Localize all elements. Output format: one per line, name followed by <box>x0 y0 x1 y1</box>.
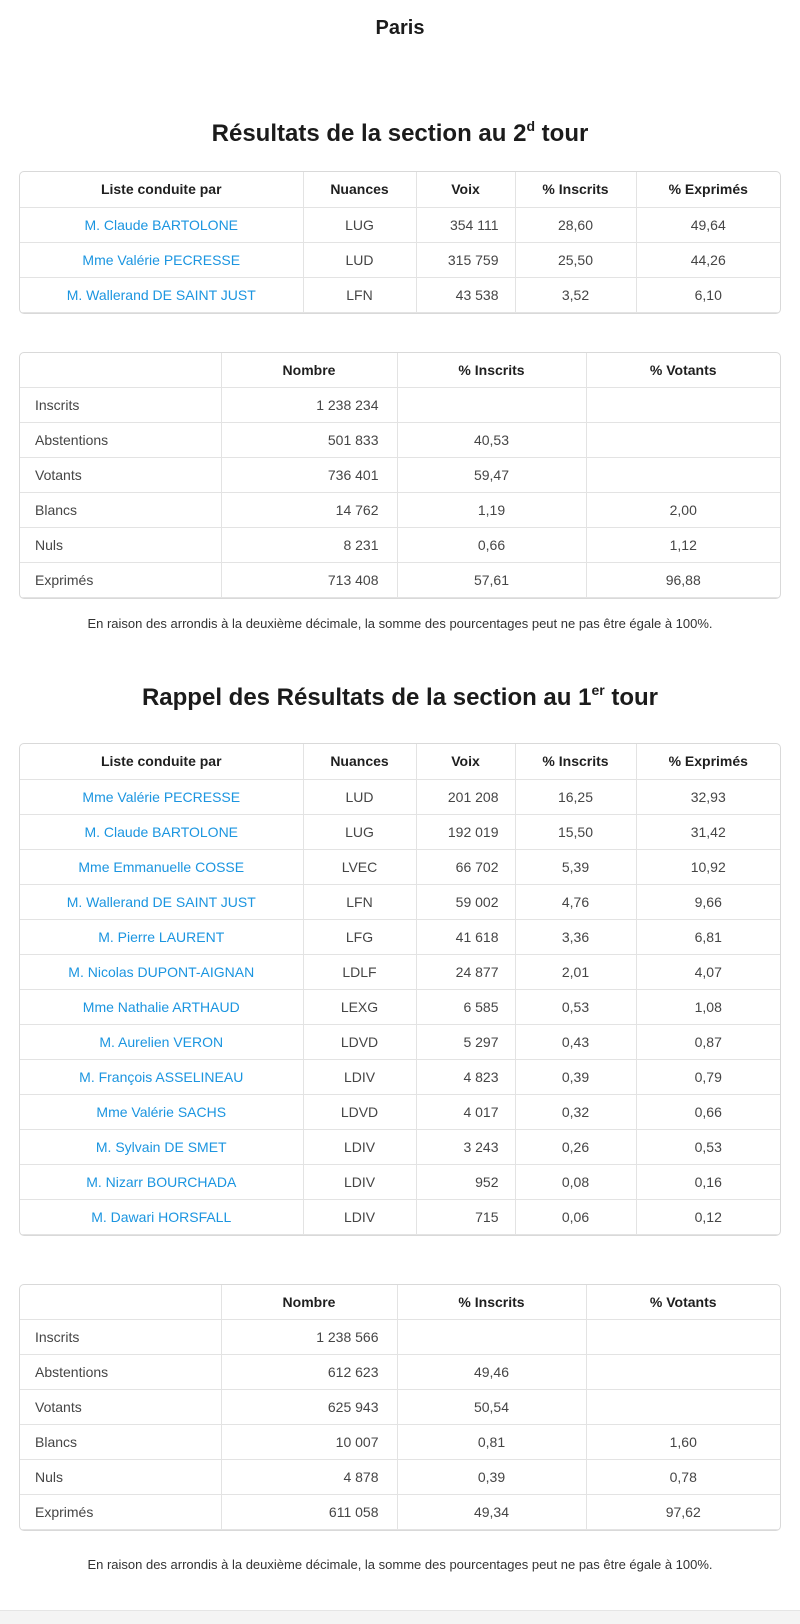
rounding-note: En raison des arrondis à la deuxième décimale, la somme des pourcentages peut ne pas être égale à 100%. <box>87 616 713 631</box>
first-round-section <box>0 676 800 1573</box>
pct-inscrits-cell: 0,39 <box>397 1460 586 1495</box>
voix-cell: 715 <box>416 1199 515 1234</box>
pct-exprimes-cell: 31,42 <box>636 814 780 849</box>
candidate-row <box>20 1024 780 1059</box>
nuance-cell: LDIV <box>303 1199 416 1234</box>
column-header-empty <box>20 1285 221 1320</box>
nombre-cell: 10 007 <box>221 1425 397 1460</box>
pct-inscrits-cell: 0,06 <box>515 1199 636 1234</box>
column-header-pct-exprimes: % Exprimés <box>636 744 780 779</box>
nuance-cell: LVEC <box>303 849 416 884</box>
stats-label-cell: Nuls <box>20 528 221 563</box>
pct-inscrits-cell: 50,54 <box>397 1390 586 1425</box>
rounding-note: En raison des arrondis à la deuxième décimale, la somme des pourcentages peut ne pas être égale à 100%. <box>87 1557 713 1572</box>
section-title-text: Rappel des Résultats de la section au 1 <box>141 684 592 711</box>
pct-inscrits-cell: 15,50 <box>515 814 636 849</box>
column-header-pct-inscrits: % Inscrits <box>397 353 586 388</box>
pct-inscrits-cell: 40,53 <box>397 423 586 458</box>
candidate-link[interactable]: M. Claude BARTOLONE <box>20 207 303 242</box>
pct-inscrits-cell: 0,26 <box>515 1129 636 1164</box>
candidate-link[interactable]: M. Claude BARTOLONE <box>20 814 303 849</box>
pct-exprimes-cell: 9,66 <box>636 884 780 919</box>
candidate-row <box>20 277 780 312</box>
pct-inscrits-cell: 0,08 <box>515 1164 636 1199</box>
voix-cell: 4 823 <box>416 1059 515 1094</box>
voix-cell: 59 002 <box>416 884 515 919</box>
column-header-voix: Voix <box>416 744 515 779</box>
candidate-row <box>20 1129 780 1164</box>
stats-row <box>20 493 780 528</box>
stats-header-row <box>20 1285 780 1320</box>
stats-row <box>20 1320 780 1355</box>
stats-row <box>20 388 780 423</box>
nombre-cell: 8 231 <box>221 528 397 563</box>
participation-table-second-round <box>19 352 781 600</box>
candidate-row <box>20 1094 780 1129</box>
nombre-cell: 612 623 <box>221 1355 397 1390</box>
pct-inscrits-cell: 3,36 <box>515 919 636 954</box>
nuance-cell: LUD <box>303 779 416 814</box>
pct-exprimes-cell: 10,92 <box>636 849 780 884</box>
stats-row <box>20 458 780 493</box>
nuance-cell: LDIV <box>303 1164 416 1199</box>
section-title-tail: tour <box>535 120 589 147</box>
voix-cell: 201 208 <box>416 779 515 814</box>
pct-exprimes-cell: 0,53 <box>636 1129 780 1164</box>
section-title-first-round <box>0 676 800 713</box>
pct-votants-cell: 0,78 <box>586 1460 780 1495</box>
pct-votants-cell <box>586 1320 780 1355</box>
candidate-link[interactable]: Mme Emmanuelle COSSE <box>20 849 303 884</box>
stats-row <box>20 1355 780 1390</box>
stats-row <box>20 1390 780 1425</box>
column-header-voix: Voix <box>416 172 515 207</box>
pct-inscrits-cell: 0,32 <box>515 1094 636 1129</box>
voix-cell: 5 297 <box>416 1024 515 1059</box>
pct-inscrits-cell: 59,47 <box>397 458 586 493</box>
voix-cell: 192 019 <box>416 814 515 849</box>
nuance-cell: LUG <box>303 207 416 242</box>
candidate-row <box>20 989 780 1024</box>
results-header-row <box>20 172 780 207</box>
candidate-row <box>20 1199 780 1234</box>
section-title-superscript: er <box>591 682 605 698</box>
stats-row <box>20 1425 780 1460</box>
stats-row <box>20 423 780 458</box>
section-title-text: Résultats de la section au 2 <box>211 120 527 147</box>
candidate-row <box>20 849 780 884</box>
pct-inscrits-cell: 49,46 <box>397 1355 586 1390</box>
pct-inscrits-cell: 0,39 <box>515 1059 636 1094</box>
candidate-link[interactable]: M. Nicolas DUPONT-AIGNAN <box>20 954 303 989</box>
candidate-row <box>20 884 780 919</box>
voix-cell: 66 702 <box>416 849 515 884</box>
pct-exprimes-cell: 0,66 <box>636 1094 780 1129</box>
pct-inscrits-cell: 57,61 <box>397 563 586 598</box>
nuance-cell: LFG <box>303 919 416 954</box>
nuance-cell: LDIV <box>303 1059 416 1094</box>
pct-exprimes-cell: 0,16 <box>636 1164 780 1199</box>
candidate-row <box>20 779 780 814</box>
pct-exprimes-cell: 6,10 <box>636 277 780 312</box>
pct-votants-cell: 1,12 <box>586 528 780 563</box>
column-header-pct-inscrits: % Inscrits <box>515 744 636 779</box>
column-header-pct-inscrits: % Inscrits <box>515 172 636 207</box>
nombre-cell: 611 058 <box>221 1495 397 1530</box>
section-title-second-round <box>0 112 800 149</box>
pct-votants-cell: 1,60 <box>586 1425 780 1460</box>
pct-inscrits-cell <box>397 388 586 423</box>
stats-label-cell: Abstentions <box>20 423 221 458</box>
pct-votants-cell <box>586 458 780 493</box>
candidate-link[interactable]: M. Nizarr BOURCHADA <box>20 1164 303 1199</box>
voix-cell: 43 538 <box>416 277 515 312</box>
pct-inscrits-cell: 16,25 <box>515 779 636 814</box>
stats-row <box>20 563 780 598</box>
voix-cell: 952 <box>416 1164 515 1199</box>
candidate-row <box>20 1164 780 1199</box>
candidate-link[interactable]: Mme Valérie SACHS <box>20 1094 303 1129</box>
footer-bar <box>0 1610 800 1624</box>
pct-inscrits-cell: 0,66 <box>397 528 586 563</box>
candidate-link[interactable]: Mme Nathalie ARTHAUD <box>20 989 303 1024</box>
candidate-row <box>20 207 780 242</box>
stats-label-cell: Votants <box>20 458 221 493</box>
candidate-link[interactable]: Mme Valérie PECRESSE <box>20 779 303 814</box>
pct-exprimes-cell: 49,64 <box>636 207 780 242</box>
pct-inscrits-cell: 0,43 <box>515 1024 636 1059</box>
nombre-cell: 501 833 <box>221 423 397 458</box>
nombre-cell: 1 238 234 <box>221 388 397 423</box>
pct-exprimes-cell: 32,93 <box>636 779 780 814</box>
column-header-nombre: Nombre <box>221 353 397 388</box>
stats-label-cell: Blancs <box>20 493 221 528</box>
nuance-cell: LUD <box>303 242 416 277</box>
candidate-link[interactable]: M. Pierre LAURENT <box>20 919 303 954</box>
column-header-liste: Liste conduite par <box>20 744 303 779</box>
candidate-link[interactable]: M. Aurelien VERON <box>20 1024 303 1059</box>
candidate-link[interactable]: M. Sylvain DE SMET <box>20 1129 303 1164</box>
pct-inscrits-cell: 3,52 <box>515 277 636 312</box>
candidate-row <box>20 954 780 989</box>
pct-inscrits-cell: 25,50 <box>515 242 636 277</box>
voix-cell: 354 111 <box>416 207 515 242</box>
nuance-cell: LFN <box>303 884 416 919</box>
pct-inscrits-cell: 5,39 <box>515 849 636 884</box>
stats-label-cell: Nuls <box>20 1460 221 1495</box>
stats-row <box>20 1460 780 1495</box>
section-title-tail: tour <box>604 684 659 711</box>
pct-exprimes-cell: 0,79 <box>636 1059 780 1094</box>
voix-cell: 41 618 <box>416 919 515 954</box>
pct-exprimes-cell: 1,08 <box>636 989 780 1024</box>
nuance-cell: LDLF <box>303 954 416 989</box>
page-title: Paris <box>375 17 425 39</box>
pct-exprimes-cell: 4,07 <box>636 954 780 989</box>
pct-votants-cell: 97,62 <box>586 1495 780 1530</box>
column-header-pct-inscrits: % Inscrits <box>397 1285 586 1320</box>
section-title-superscript: d <box>526 118 535 134</box>
pct-votants-cell <box>586 1390 780 1425</box>
stats-row <box>20 1495 780 1530</box>
nuance-cell: LDIV <box>303 1129 416 1164</box>
pct-votants-cell <box>586 1355 780 1390</box>
pct-inscrits-cell: 4,76 <box>515 884 636 919</box>
pct-inscrits-cell: 49,34 <box>397 1495 586 1530</box>
pct-inscrits-cell: 0,81 <box>397 1425 586 1460</box>
stats-label-cell: Inscrits <box>20 1320 221 1355</box>
pct-votants-cell: 96,88 <box>586 563 780 598</box>
results-header-row <box>20 744 780 779</box>
stats-label-cell: Exprimés <box>20 1495 221 1530</box>
nombre-cell: 14 762 <box>221 493 397 528</box>
voix-cell: 315 759 <box>416 242 515 277</box>
candidate-link[interactable]: Mme Valérie PECRESSE <box>20 242 303 277</box>
candidate-row <box>20 919 780 954</box>
second-round-section <box>0 112 800 632</box>
stats-row <box>20 528 780 563</box>
nuance-cell: LFN <box>303 277 416 312</box>
results-table-second-round <box>19 171 781 314</box>
pct-votants-cell <box>586 423 780 458</box>
stats-label-cell: Blancs <box>20 1425 221 1460</box>
candidate-link[interactable]: M. Wallerand DE SAINT JUST <box>20 884 303 919</box>
pct-inscrits-cell: 2,01 <box>515 954 636 989</box>
stats-header-row <box>20 353 780 388</box>
nuance-cell: LEXG <box>303 989 416 1024</box>
results-table-first-round <box>19 743 781 1236</box>
candidate-link[interactable]: M. Dawari HORSFALL <box>20 1199 303 1234</box>
voix-cell: 24 877 <box>416 954 515 989</box>
column-header-pct-votants: % Votants <box>586 1285 780 1320</box>
pct-exprimes-cell: 0,12 <box>636 1199 780 1234</box>
nombre-cell: 4 878 <box>221 1460 397 1495</box>
column-header-nombre: Nombre <box>221 1285 397 1320</box>
nuance-cell: LUG <box>303 814 416 849</box>
column-header-nuances: Nuances <box>303 172 416 207</box>
column-header-liste: Liste conduite par <box>20 172 303 207</box>
nuance-cell: LDVD <box>303 1024 416 1059</box>
pct-exprimes-cell: 44,26 <box>636 242 780 277</box>
candidate-link[interactable]: M. Wallerand DE SAINT JUST <box>20 277 303 312</box>
candidate-row <box>20 814 780 849</box>
voix-cell: 6 585 <box>416 989 515 1024</box>
nombre-cell: 1 238 566 <box>221 1320 397 1355</box>
participation-table-first-round <box>19 1284 781 1532</box>
nombre-cell: 713 408 <box>221 563 397 598</box>
pct-inscrits-cell: 28,60 <box>515 207 636 242</box>
candidate-row <box>20 1059 780 1094</box>
pct-inscrits-cell <box>397 1320 586 1355</box>
pct-exprimes-cell: 6,81 <box>636 919 780 954</box>
stats-label-cell: Exprimés <box>20 563 221 598</box>
pct-inscrits-cell: 0,53 <box>515 989 636 1024</box>
column-header-nuances: Nuances <box>303 744 416 779</box>
column-header-empty <box>20 353 221 388</box>
voix-cell: 4 017 <box>416 1094 515 1129</box>
pct-votants-cell: 2,00 <box>586 493 780 528</box>
stats-label-cell: Votants <box>20 1390 221 1425</box>
stats-label-cell: Inscrits <box>20 388 221 423</box>
stats-label-cell: Abstentions <box>20 1355 221 1390</box>
nombre-cell: 625 943 <box>221 1390 397 1425</box>
column-header-pct-votants: % Votants <box>586 353 780 388</box>
voix-cell: 3 243 <box>416 1129 515 1164</box>
nombre-cell: 736 401 <box>221 458 397 493</box>
pct-inscrits-cell: 1,19 <box>397 493 586 528</box>
nuance-cell: LDVD <box>303 1094 416 1129</box>
column-header-pct-exprimes: % Exprimés <box>636 172 780 207</box>
pct-exprimes-cell: 0,87 <box>636 1024 780 1059</box>
candidate-link[interactable]: M. François ASSELINEAU <box>20 1059 303 1094</box>
candidate-row <box>20 242 780 277</box>
pct-votants-cell <box>586 388 780 423</box>
